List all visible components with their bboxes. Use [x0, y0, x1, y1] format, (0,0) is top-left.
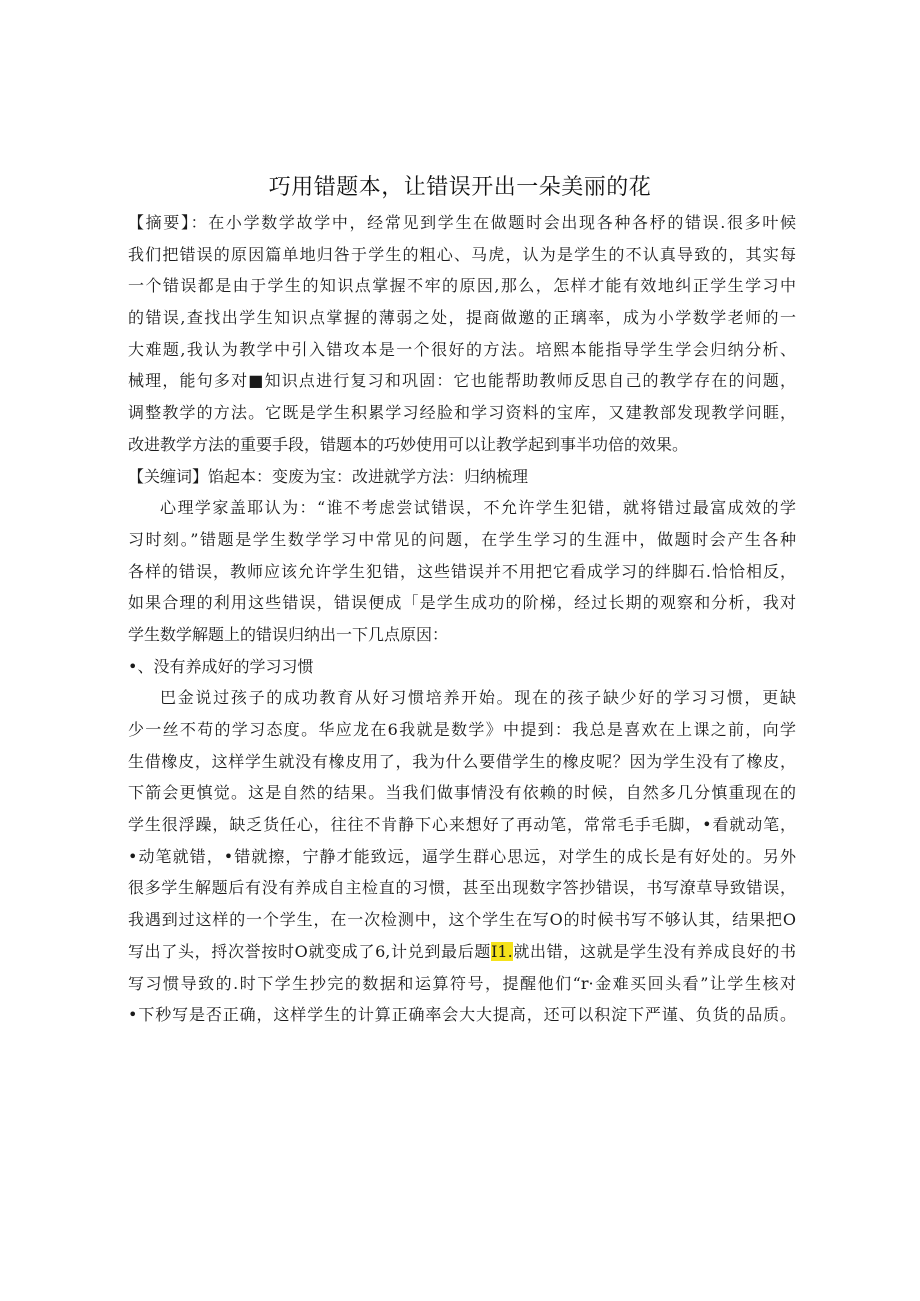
paragraph-line: 写习惯导致的.时下学生抄完的数据和运算符号，提醒他们“r·金难买回头看”让学生核对 — [128, 973, 796, 993]
abstract-line: 改进教学方法的重要手段，错题本的巧妙使用可以让教学起到事半功倍的效果。 — [128, 434, 689, 454]
line-part-after-highlight: 就出错，这就是学生没有养成良好的书 — [512, 941, 796, 961]
habits-paragraph — [128, 682, 796, 1031]
abstract-line: 的错误,查找出学生知识点掌握的薄弱之处，提商做邀的正璃率，成为小学数学老师的一 — [128, 308, 796, 328]
paragraph-line: •下秒写是否正确，这样学生的计算正确率会大大提高，还可以积淀下严谨、负货的品质。 — [128, 1005, 796, 1025]
intro-line: 如果合理的利用这些错误，错误便成「是学生成功的阶梯，经过长期的观察和分析，我对 — [128, 593, 796, 613]
document-title: 巧用错题本，让错误开出一朵美丽的花 — [268, 175, 652, 200]
abstract-paragraph — [128, 207, 796, 461]
intro-line: 各样的错误，教师应该允许学生犯错，这些错误并不用把它看成学习的绊脚石.恰恰相反， — [128, 561, 796, 581]
abstract-line: 调整教学的方法。它既是学生积累学习经脸和学习资料的宝库，又建教部发现教学问睚， — [128, 403, 796, 423]
line-part-before-highlight: 写出了头，捋次誉按时O就变成了6,计兑到最后题 — [128, 941, 492, 961]
abstract-line: 【摘要】：在小学数学故学中，经常见到学生在做题时会出现各种各杼的错误.很多叶候 — [128, 213, 796, 232]
intro-line: 学生数学解题上的错误归纳出一下几点原因： — [128, 624, 449, 644]
abstract-line: 我们把错误的原因篇单地归咎于学生的粗心、马虎，认为是学生的不认真导致的，其实每 — [128, 244, 796, 264]
document-body — [128, 207, 796, 1031]
intro-line: 心理学家盖耶认为：“谁不考虑尝试错误，不允许学生犯错，就将错过最富成效的学 — [160, 498, 796, 518]
paragraph-line: 下箭会更慎觉。这是自然的结果。当我们做事情没有依赖的时候，自然多几分慎重现在的 — [128, 783, 796, 803]
abstract-line: 大难题,我认为教学中引入错攻本是一个很好的方法。培熙本能指导学生学会归纳分析、 — [128, 339, 796, 359]
highlighted-text: I1. — [491, 941, 513, 961]
paragraph-line: 很多学生解题后有没有养成自主检直的习惯，甚至出现数字答抄错误，书写潦草导致错误， — [128, 878, 796, 898]
abstract-line: 一个错误都是由于学生的知识点掌握不牢的原因,那么，怎样才能有效地纠正学生学习中 — [128, 276, 796, 296]
abstract-line: 械理，能句多对■知识点进行复习和巩固：它也能帮助教师反思自己的教学存在的问题， — [128, 371, 796, 391]
paragraph-line: 少一丝不苟的学习态度。华应龙在6我就是数学》中提到：我总是喜欢在上课之前，向学 — [128, 720, 796, 739]
intro-paragraph — [128, 492, 796, 650]
paragraph-line: 巴金说过孩子的成功教育从好习惯培养开始。现在的孩子缺少好的学习习惯，更缺 — [160, 688, 796, 708]
paragraph-line: 生借橡皮，这样学生就没有橡皮用了，我为什么要借学生的橡皮呢？因为学生没有了橡皮， — [128, 751, 796, 771]
paragraph-line-with-highlight — [128, 936, 796, 968]
paragraph-line: •动笔就错，•错就擦，宁静才能致远，逼学生群心思远，对学生的成长是有好处的。另外 — [128, 846, 796, 866]
keywords-line: 【关缠词】馅起本：变废为宝：改进就学方法：归纳梳理 — [128, 466, 529, 486]
intro-line: 习时刻。”错题是学生数学学习中常见的问题，在学生学习的生涯中，做题时会产生各种 — [128, 529, 796, 549]
paragraph-line: 学生很浮躁，缺乏货任心，往往不肯静下心来想好了再动笔，常常毛手毛脚，•看就动笔， — [128, 815, 796, 835]
paragraph-line: 我遇到过这样的一个学生，在一次检测中，这个学生在写O的时候书写不够认其，结果把O — [128, 910, 796, 930]
section-heading: •、没有养成好的学习习惯 — [128, 656, 314, 676]
